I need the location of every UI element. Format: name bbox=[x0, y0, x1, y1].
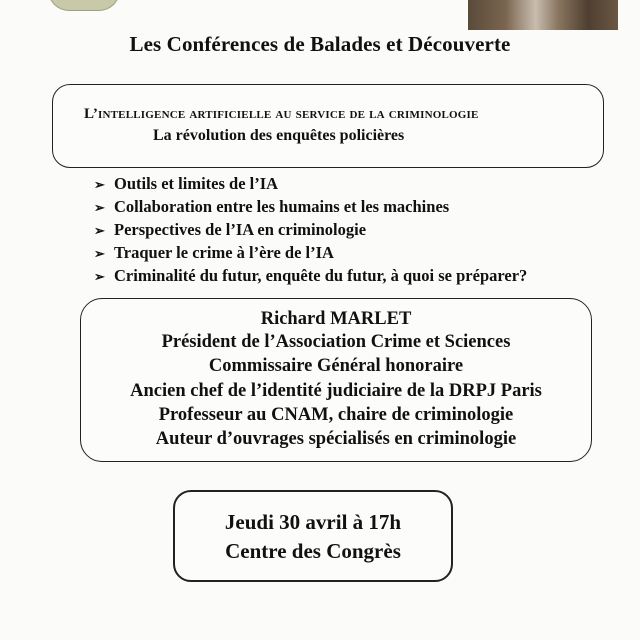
event-location: Centre des Congrès bbox=[225, 539, 401, 563]
event-date: Jeudi 30 avril à 17h bbox=[224, 510, 402, 534]
list-item-label: Perspectives de l’IA en criminologie bbox=[114, 220, 367, 239]
event-box bbox=[173, 490, 453, 582]
header-photo bbox=[468, 0, 618, 30]
list-item-label: Collaboration entre les humains et les machines bbox=[114, 197, 450, 216]
list-item-label: Outils et limites de l’IA bbox=[114, 174, 279, 193]
speaker-title: Président de l’Association Crime et Sciences bbox=[161, 332, 511, 352]
arrow-bullet-icon: ➢ bbox=[94, 223, 105, 238]
speaker-title: Ancien chef de l’identité judiciaire de la DRPJ Paris bbox=[130, 381, 542, 401]
arrow-bullet-icon: ➢ bbox=[94, 269, 105, 284]
topic-list bbox=[94, 173, 527, 288]
page-title: Les Conférences de Balades et Découverte bbox=[129, 32, 511, 56]
list-item bbox=[94, 196, 527, 219]
list-item bbox=[94, 173, 527, 196]
arrow-bullet-icon: ➢ bbox=[94, 177, 105, 192]
organizer-logo bbox=[48, 0, 120, 11]
speaker-title: Commissaire Général honoraire bbox=[208, 356, 464, 376]
conference-topic-title: L’intelligence artificielle au service de la criminologie bbox=[84, 106, 479, 122]
arrow-bullet-icon: ➢ bbox=[94, 246, 105, 261]
arrow-bullet-icon: ➢ bbox=[94, 200, 105, 215]
topic-box bbox=[52, 84, 604, 168]
conference-topic-subtitle: La révolution des enquêtes policières bbox=[153, 127, 405, 144]
list-item bbox=[94, 265, 527, 288]
speaker-name: Richard MARLET bbox=[260, 309, 412, 329]
list-item-label: Criminalité du futur, enquête du futur, à quoi se préparer? bbox=[114, 266, 528, 285]
speaker-title: Auteur d’ouvrages spécialisés en criminologie bbox=[155, 429, 517, 449]
list-item bbox=[94, 242, 527, 265]
list-item-label: Traquer le crime à l’ère de l’IA bbox=[114, 243, 334, 262]
list-item bbox=[94, 219, 527, 242]
speaker-title: Professeur au CNAM, chaire de criminologie bbox=[158, 405, 514, 425]
